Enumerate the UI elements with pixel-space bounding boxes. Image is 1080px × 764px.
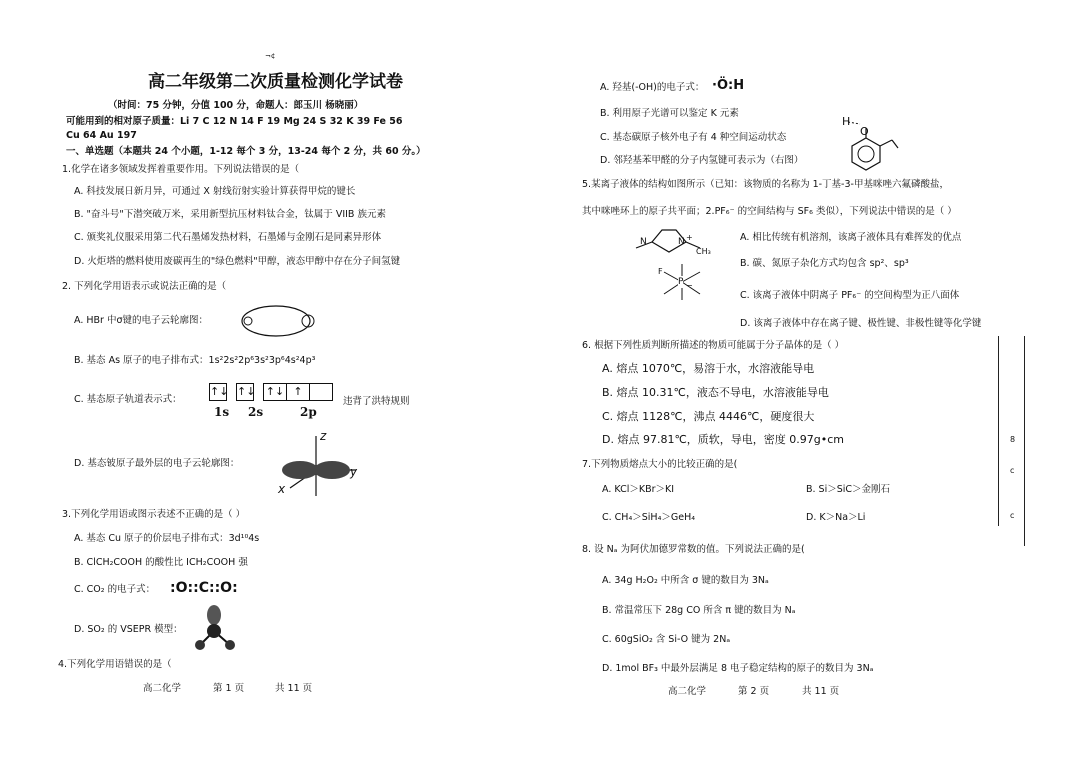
sigma-bond-orbital-diagram [236,303,320,339]
q5-stem-line1: 5.某离子液体的结构如图所示（已知：该物质的名称为 1-丁基-3-甲基咪唑六氟磷酸盐， [582,179,949,190]
structure-label-h: H [842,115,851,128]
footer-total: 共 11 页 [802,686,840,697]
orbital-box-2s: ↑↓ [236,383,254,401]
q6-option-d: D. 熔点 97.81℃，质软，导电，密度 0.97g•cm [602,433,845,446]
pf6-label-f: F [658,267,663,276]
q2-option-a: A. HBr 中σ键的电子云轮廓图： [74,315,208,326]
q7-option-d: D. K＞Na＞Li [806,512,866,523]
q7-option-c: C. CH₄＞SiH₄＞GeH₄ [602,512,696,523]
q4-stem: 4.下列化学用语错误的是（ [58,659,172,670]
q7-option-a: A. KCl＞KBr＞KI [602,484,675,495]
orbital-diagram [209,383,332,401]
q8-stem: 8. 设 Nₐ 为阿伏加德罗常数的值。下列说法正确的是( [582,544,805,555]
q1-option-c: C. 颁奖礼仪服采用第二代石墨烯发热材料，石墨烯与金刚石是同素异形体 [74,232,382,243]
q8-option-d: D. 1mol BF₃ 中最外层满足 8 电子稳定结构的原子的数目为 3Nₐ [602,663,874,674]
section-heading: 一、单选题（本题共 24 个小题，1-12 每个 3 分，13-24 每个 2 分，共 60 分。） [66,146,426,157]
q1-stem: 1.化学在诸多领域发挥着重要作用。下列说法错误的是（ [62,164,300,175]
pf6-label-minus: − [686,281,693,290]
ring-label-plus: + [686,233,693,242]
q3-option-b: B. ClCH₂COOH 的酸性比 ICH₂COOH 强 [74,557,248,568]
q5-option-d: D. 该离子液体中存在离子键、极性键、非极性键等化学键 [740,318,982,329]
q1-option-b: B. "奋斗号"下潜突破万米，采用新型抗压材料钛合金，钛属于 VIIB 族元素 [74,209,386,220]
q2-option-b: B. 基态 As 原子的电子排布式：1s²2s²2p⁶3s²3p⁶4s²4p³ [74,355,316,366]
q4-option-b: B. 利用原子光谱可以鉴定 K 元素 [600,108,739,119]
margin-line-right [1024,336,1025,546]
q3-stem: 3.下列化学用语或图示表述不正确的是（ ） [62,509,246,520]
q3-option-d: D. SO₂ 的 VSEPR 模型： [74,624,183,635]
q5-stem-line2: 其中咪唑环上的原子共平面；2.PF₆⁻ 的空间结构与 SF₆ 类似），下列说法中错误的是（ ） [582,206,957,217]
orbital-box-1s: ↑↓ [209,383,227,401]
atomic-masses-line1: 可能用到的相对原子质量：Li 7 C 12 N 14 F 19 Mg 24 S 32 K 39 Fe 56 [66,116,403,127]
q4-option-d: D. 邻羟基苯甲醛的分子内氢键可表示为（右图） [600,155,804,166]
co2-electron-formula: :O::C::O: [170,580,238,596]
orbital-box-2p-3 [309,383,333,401]
q7-option-b: B. Si＞SiC＞金刚石 [806,484,891,495]
margin-mark-2: c [1010,466,1015,475]
q7-stem: 7.下列物质熔点大小的比较正确的是( [582,459,738,470]
orbital-box-2p-2: ↑ [286,383,310,401]
q4-option-a: A. 羟基(-OH)的电子式： [600,82,705,93]
corner-mark: ¬¢ [265,52,276,60]
q8-option-a: A. 34g H₂O₂ 中所含 σ 键的数目为 3Nₐ [602,575,769,586]
footer-subject: 高二化学 [668,686,707,697]
q5-option-c: C. 该离子液体中阴离子 PF₆⁻ 的空间构型为正八面体 [740,290,960,301]
q6-stem: 6. 根据下列性质判断所描述的物质可能属于分子晶体的是（ ） [582,340,845,351]
q4-option-c: C. 基态碳原子核外电子有 4 种空间运动状态 [600,132,787,143]
q3-option-a: A. 基态 Cu 原子的价层电子排布式：3d¹⁰4s [74,533,260,544]
structure-label-o: O [860,125,869,138]
orbital-label-2p: 2p [300,405,317,419]
footer-page: 第 2 页 [738,686,770,697]
pf6-label-p: P [678,277,684,287]
q5-option-a: A. 相比传统有机溶剂，该离子液体具有难挥发的优点 [740,232,962,243]
margin-mark-3: c [1010,511,1015,520]
orbital-label-2s: 2s [248,405,264,419]
q2-c-note: 违背了洪特规则 [343,396,410,407]
q6-option-b: B. 熔点 10.31℃，液态不导电，水溶液能导电 [602,386,829,399]
so2-vsepr-model [190,603,246,653]
margin-mark-1: 8 [1010,435,1016,444]
salicylaldehyde-structure [840,112,910,172]
footer-total: 共 11 页 [275,683,313,694]
exam-page-2 [540,0,1080,764]
footer-subject: 高二化学 [143,683,182,694]
orbital-label-1s: 1s [214,405,230,419]
q1-option-d: D. 火炬塔的燃料使用废碳再生的"绿色燃料"甲醇，液态甲醇中存在分子间氢键 [74,256,401,267]
page-title: 高二年级第二次质量检测化学试卷 [148,72,403,92]
axis-label-y: y [350,465,358,479]
q1-option-a: A. 科技发展日新月异，可通过 X 射线衍射实验计算获得甲烷的键长 [74,186,356,197]
q8-option-c: C. 60gSiO₂ 含 Si-O 键为 2Nₐ [602,634,731,645]
ring-label-n1: N [640,237,647,247]
q6-option-c: C. 熔点 1128℃，沸点 4446℃，硬度很大 [602,410,815,423]
q2-option-d: D. 基态铍原子最外层的电子云轮廓图： [74,458,240,469]
axis-label-x: x [278,482,286,496]
exam-meta: （时间：75 分钟，分值 100 分，命题人：郎玉川 杨晓丽） [108,100,364,111]
margin-line-left [998,336,999,526]
q8-option-b: B. 常温常压下 28g CO 所含 π 键的数目为 Nₐ [602,605,796,616]
q3-option-c: C. CO₂ 的电子式： [74,584,156,595]
ring-label-ch3: CH₃ [696,247,711,256]
footer-page: 第 1 页 [213,683,245,694]
hydroxyl-electron-formula: ·Ö:H [712,78,745,93]
q2-stem: 2. 下列化学用语表示或说法正确的是（ [62,281,227,292]
q2-option-c: C. 基态原子轨道表示式： [74,394,182,405]
q6-option-a: A. 熔点 1070℃，易溶于水，水溶液能导电 [602,362,815,375]
atomic-masses-line2: Cu 64 Au 197 [66,130,137,141]
orbital-box-2p-1: ↑↓ [263,383,287,401]
ring-label-n2: N [678,237,685,247]
axis-label-z: z [320,429,327,443]
q5-option-b: B. 碳、氮原子杂化方式均包含 sp²、sp³ [740,258,909,269]
